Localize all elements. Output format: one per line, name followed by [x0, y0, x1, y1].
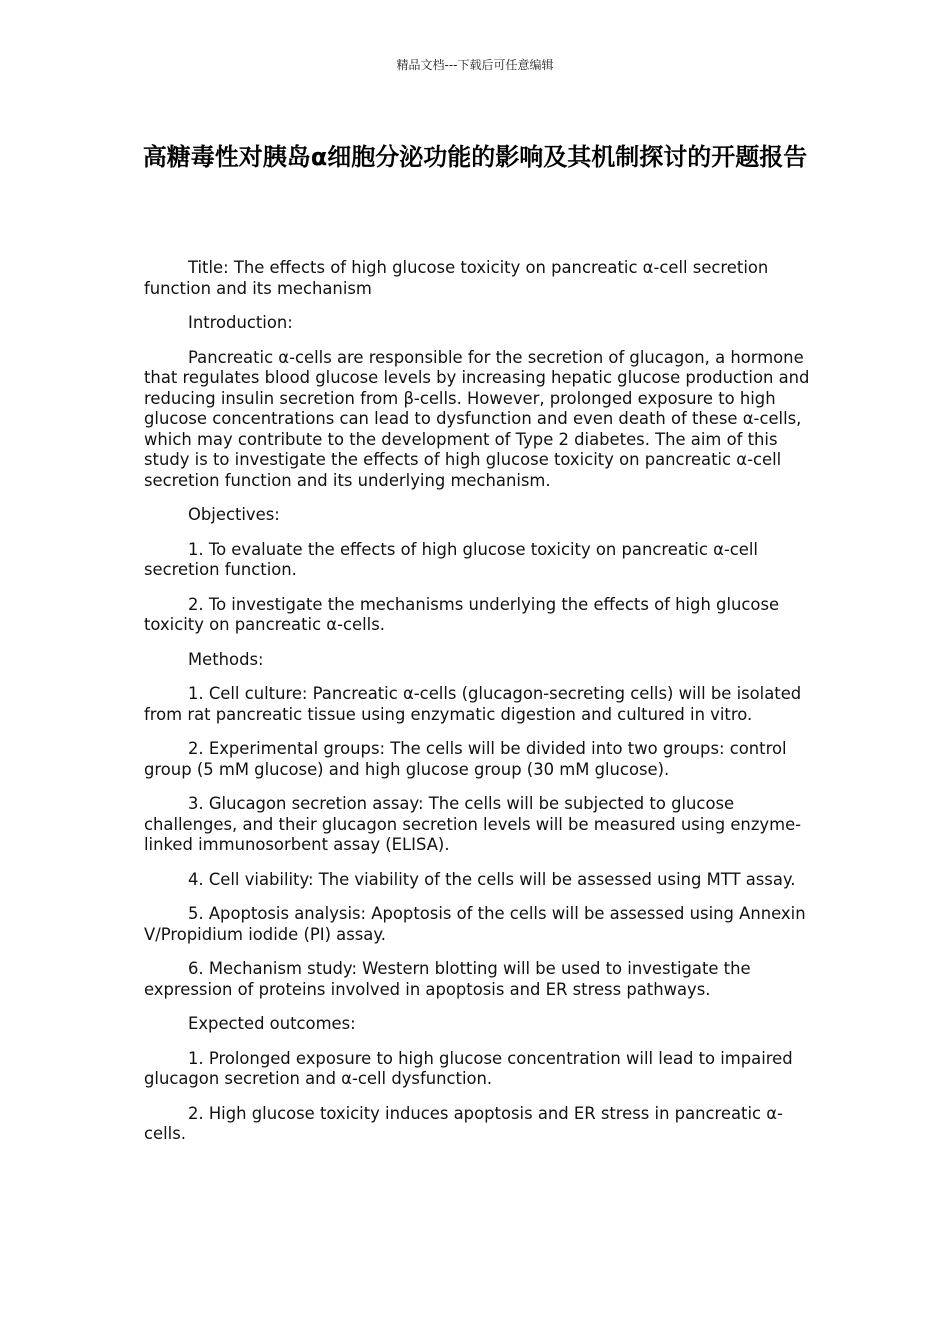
method-item-3: 3. Glucagon secretion assay: The cells will be subjected to glucose challenges, and their glucagon secretion levels will be measured using enzyme-linked immunosorbent assay (ELISA).	[144, 794, 802, 854]
method-item-2: 2. Experimental groups: The cells will be divided into two groups: control group (5 mM glucose) and high glucose group (30 mM glucose).	[144, 739, 787, 779]
heading-objectives: Objectives:	[188, 505, 280, 524]
method-item-5: 5. Apoptosis analysis: Apoptosis of the cells will be assessed using Annexin V/Propidium iodide (PI) assay.	[144, 904, 806, 944]
objective-item-1: 1. To evaluate the effects of high glucose toxicity on pancreatic α-cell secretion function.	[144, 539, 758, 579]
heading-introduction: Introduction:	[188, 313, 293, 332]
method-item-6: 6. Mechanism study: Western blotting will be used to investigate the expression of proteins involved in apoptosis and ER stress pathways.	[144, 959, 751, 999]
page-header: 精品文档---下载后可任意编辑	[396, 58, 554, 72]
document-title: 高糖毒性对胰岛α细胞分泌功能的影响及其机制探讨的开题报告	[142, 143, 808, 171]
outcome-item-1: 1. Prolonged exposure to high glucose concentration will lead to impaired glucagon secretion and α-cell dysfunction.	[144, 1048, 793, 1088]
method-item-1: 1. Cell culture: Pancreatic α-cells (glucagon-secreting cells) will be isolated from rat pancreatic tissue using enzymatic digestion and cultured in vitro.	[144, 684, 802, 724]
paragraph-introduction: Pancreatic α-cells are responsible for the secretion of glucagon, a hormone that regulates blood glucose levels by increasing hepatic glucose production and reducing insulin secretion from β-cells. However, prolonged exposure to high glucose concentrations can lead to dysfunction and even death of these α-cells, which may contribute to the development of Type 2 diabetes. The aim of this study is to investigate the effects of high glucose toxicity on pancreatic α-cell secretion function and its underlying mechanism.	[144, 347, 810, 490]
objective-item-2: 2. To investigate the mechanisms underlying the effects of high glucose toxicity on pancreatic α-cells.	[144, 594, 780, 634]
method-item-4: 4. Cell viability: The viability of the cells will be assessed using MTT assay.	[188, 869, 796, 889]
heading-methods: Methods:	[188, 649, 264, 669]
heading-expected-outcomes: Expected outcomes:	[188, 1014, 356, 1033]
outcome-item-2: 2. High glucose toxicity induces apoptosis and ER stress in pancreatic α-cells.	[144, 1103, 783, 1143]
document-body	[144, 258, 812, 1159]
paragraph-title-line: Title: The effects of high glucose toxicity on pancreatic α-cell secretion function and its mechanism	[144, 258, 769, 298]
